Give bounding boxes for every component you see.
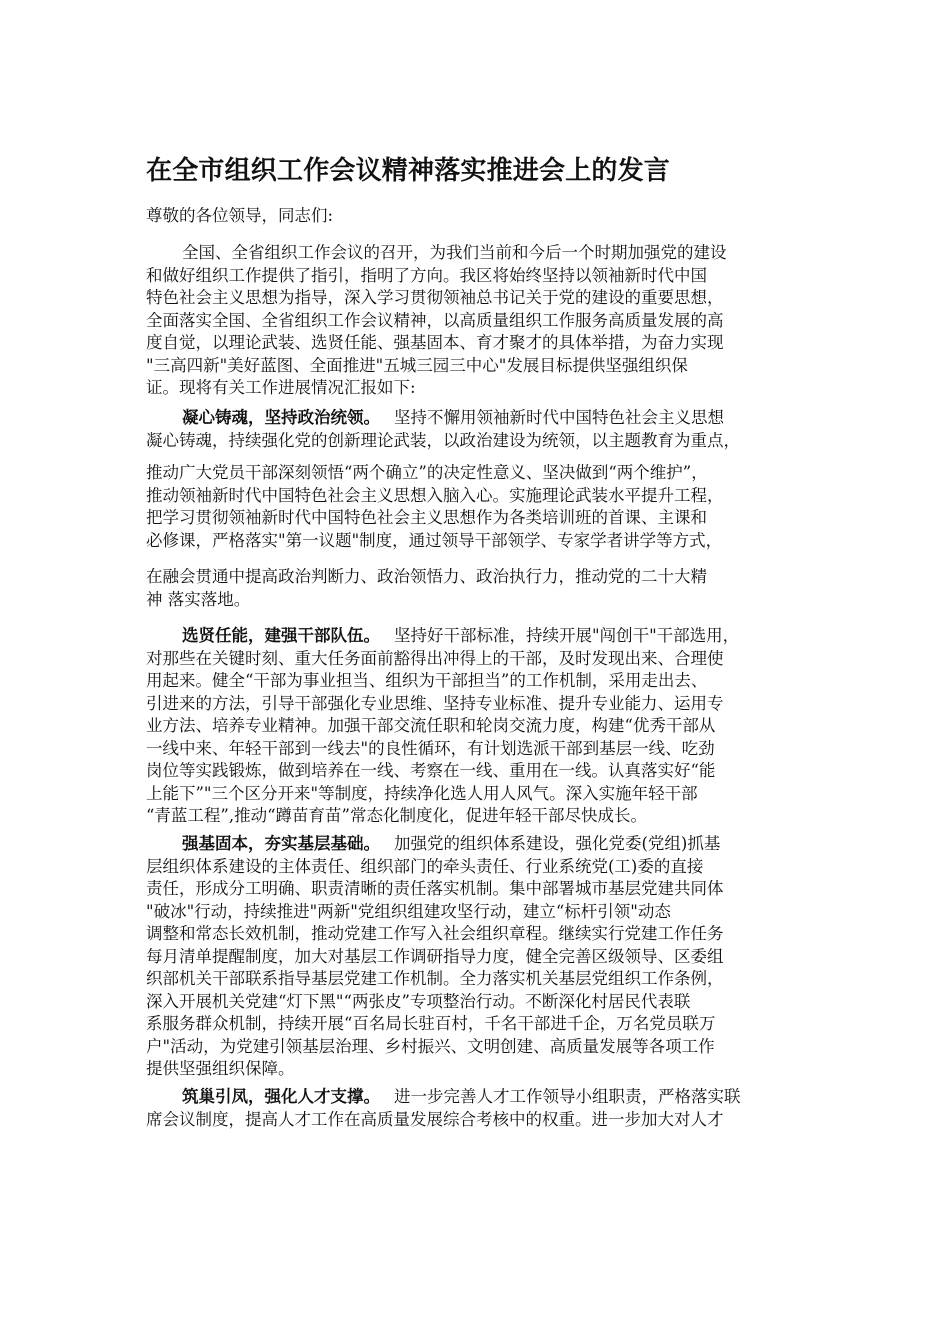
paragraph-line: 证。现将有关工作进展情况汇报如下: bbox=[146, 378, 416, 397]
section-talent bbox=[146, 1086, 822, 1131]
paragraph-line: 用起来。健全“干部为事业担当、组织为干部担当”的工作机制，采用走出去、 bbox=[146, 671, 708, 690]
paragraph-line: "破冰"行动，持续推进"两新"党组织组建攻坚行动，建立“标杆引领"动态 bbox=[146, 901, 671, 921]
paragraph-line: “青蓝工程”,推动“蹲苗育苗”常态化制度化，促进年轻干部尽快成长。 bbox=[146, 806, 647, 825]
section-first-line bbox=[146, 833, 822, 856]
paragraph-line: 必修课，严格落实"第一议题"制度，通过领导干部领学、专家学者讲学等方式， bbox=[146, 530, 723, 550]
section-grassroots bbox=[146, 833, 822, 1081]
paragraph-text: 加强党的组织体系建设，强化党委(党组)抓基 bbox=[394, 834, 721, 853]
paragraph-line: 层组织体系建设的主体责任、组织部门的牵头责任、行业系统党(工)委的直接 bbox=[146, 856, 704, 876]
paragraph-line: 织部机关干部联系指导基层党建工作机制。全力落实机关基层党组织工作条例， bbox=[146, 969, 724, 988]
paragraph-line: 在融会贯通中提高政治判断力、政治领悟力、政治执行力，推动党的二十大精 bbox=[146, 567, 707, 586]
section-first-line bbox=[146, 625, 822, 648]
paragraph-line: 全面落实全国、全省组织工作会议精神，以高质量组织工作服务高质量发展的高 bbox=[146, 310, 724, 330]
section-heading: 筑巢引凤，强化人才支撑。 bbox=[182, 1087, 380, 1106]
section-heading: 凝心铸魂，坚持政治统领。 bbox=[182, 408, 380, 427]
paragraph-line: 特色社会主义思想为指导，深入学习贯彻领袖总书记关于党的建设的重要思想， bbox=[146, 288, 724, 307]
paragraph-line: 度自觉，以理论武装、选贤任能、强基固本、育才聚才的具体举措，为奋力实现 bbox=[146, 333, 724, 352]
section-political-leadership bbox=[146, 407, 822, 452]
paragraph-line: 提供坚强组织保障。 bbox=[146, 1059, 295, 1078]
section-first-line bbox=[146, 1086, 822, 1109]
paragraph-text: 进一步完善人才工作领导小组职责，严格落实联 bbox=[394, 1087, 741, 1106]
paragraph-line: 上能下”"三个区分开来"等制度，持续净化选人用人风气。深入实施年轻干部 bbox=[146, 783, 698, 803]
paragraph-line: 户"活动，为党建引领基层治理、乡村振兴、文明创建、高质量发展等各项工作 bbox=[146, 1036, 715, 1056]
intro-paragraph bbox=[146, 242, 822, 400]
paragraph-line: 席会议制度，提高人才工作在高质量发展综合考核中的权重。进一步加大对人才 bbox=[146, 1109, 724, 1129]
paragraph-line: 全国、全省组织工作会议的召开，为我们当前和今后一个时期加强党的建设 bbox=[182, 243, 727, 262]
paragraph-line: 推动广大党员干部深刻领悟“两个确立”的决定性意义、坚决做到“两个维护”， bbox=[146, 463, 708, 482]
paragraph-text: 坚持不懈用领袖新时代中国特色社会主义思想 bbox=[394, 408, 724, 427]
paragraph-line: "三高四新"美好蓝图、全面推进"五城三园三中心"发展目标提供坚强组织保 bbox=[146, 355, 688, 375]
section-political-leadership-continued bbox=[146, 462, 822, 552]
section-heading: 强基固本，夯实基层基础。 bbox=[182, 834, 380, 853]
section-first-line bbox=[146, 407, 822, 430]
paragraph-line: 神 落实落地。 bbox=[146, 589, 251, 609]
section-political-leadership-end bbox=[146, 566, 822, 611]
paragraph-line: 系服务群众机制，持续开展“百名局长驻百村，千名干部进千企，万名党员联万 bbox=[146, 1014, 716, 1033]
section-heading: 选贤任能，建强干部队伍。 bbox=[182, 626, 380, 645]
paragraph-line: 责任，形成分工明确、职责清晰的责任落实机制。集中部署城市基层党建共同体 bbox=[146, 879, 724, 898]
paragraph-line: 和做好组织工作提供了指引，指明了方向。我区将始终坚持以领袖新时代中国 bbox=[146, 265, 707, 285]
paragraph-line: 对那些在关键时刻、重大任务面前豁得出冲得上的干部，及时发现出来、合理使 bbox=[146, 648, 724, 668]
paragraph-line: 把学习贯彻领袖新时代中国特色社会主义思想作为各类培训班的首课、主课和 bbox=[146, 508, 707, 527]
paragraph-line: 一线中来、年轻干部到一线去"的良性循环，有计划选派干部到基层一线、吃劲 bbox=[146, 738, 715, 758]
paragraph-line: 凝心铸魂，持续强化党的创新理论武装，以政治建设为统领，以主题教育为重点， bbox=[146, 430, 740, 450]
section-cadre-team bbox=[146, 625, 822, 828]
paragraph-line: 岗位等实践锻炼，做到培养在一线、考察在一线、重用在一线。认真落实好“能 bbox=[146, 761, 716, 780]
paragraph-line: 深入开展机关党建“灯下黑"“两张皮”专项整治行动。不断深化村居民代表联 bbox=[146, 991, 691, 1011]
paragraph-line: 每月清单提醒制度，加大对基层工作调研指导力度，健全完善区级领导、区委组 bbox=[146, 946, 724, 966]
paragraph-line: 推动领袖新时代中国特色社会主义思想入脑入心。实施理论武装水平提升工程， bbox=[146, 485, 724, 505]
paragraph-line: 引进来的方法，引导干部强化专业思维、坚持专业标准、提升专业能力、运用专 bbox=[146, 693, 724, 713]
paragraph-line: 调整和常态长效机制，推动党建工作写入社会组织章程。继续实行党建工作任务 bbox=[146, 924, 724, 943]
paragraph-line: 业方法、培养专业精神。加强干部交流任职和轮岗交流力度，构建“优秀干部从 bbox=[146, 716, 716, 735]
document-title: 在全市组织工作会议精神落实推进会上的发言 bbox=[146, 156, 671, 186]
paragraph-text: 坚持好干部标准，持续开展"闯创干"干部选用， bbox=[394, 626, 740, 645]
salutation: 尊敬的各位领导，同志们: bbox=[146, 206, 334, 225]
